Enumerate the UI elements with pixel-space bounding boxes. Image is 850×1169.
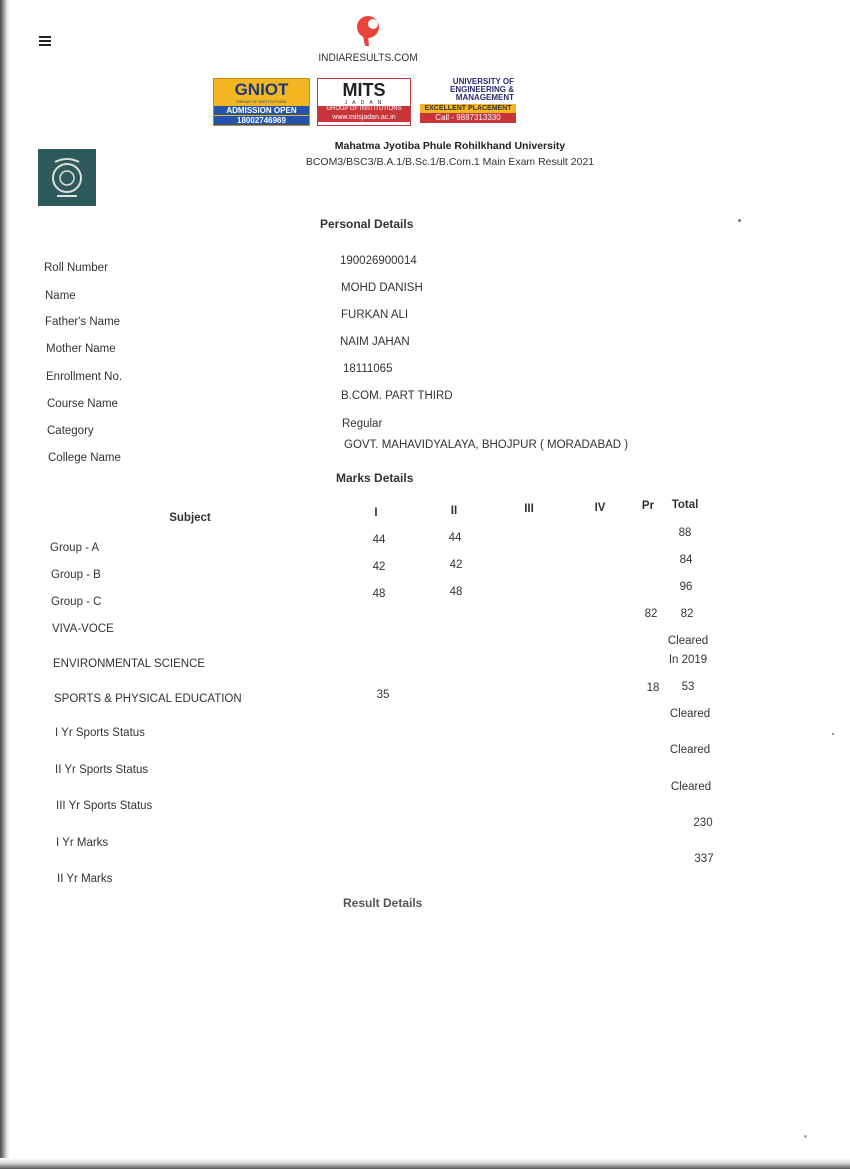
cell-ii: 44: [448, 532, 462, 544]
row-subject: I Yr Sports Status: [55, 727, 145, 739]
ad-gniot-sub: GROUP OF INSTITUTIONS: [236, 99, 287, 104]
column-header-iv: IV: [594, 502, 606, 514]
ad-mits-url: www.mitsjadan.ac.in: [318, 113, 410, 122]
field-label-mother-name: Mother Name: [46, 343, 116, 355]
column-header-iii: III: [524, 503, 534, 515]
cell-total: 82: [680, 608, 694, 620]
field-label-name: Name: [45, 290, 76, 302]
cell-total: 96: [679, 581, 693, 593]
cell-i: 44: [372, 534, 386, 546]
exam-title: BCOM3/BSC3/B.A.1/B.Sc.1/B.Com.1 Main Exam Result 2021: [305, 156, 595, 168]
cell-total: 84: [679, 554, 693, 566]
column-header-total: Total: [671, 499, 699, 511]
site-name: INDIARESULTS.COM: [318, 52, 418, 64]
result-details-heading: Result Details: [343, 896, 423, 910]
ad-mits-sub: J A D A N: [344, 100, 384, 106]
cell-total: 53: [681, 681, 695, 693]
field-label-category: Category: [47, 425, 94, 437]
row-subject: II Yr Sports Status: [55, 764, 149, 776]
ad-uem-line2: ENGINEERING &: [449, 85, 514, 94]
field-value-mother-name: NAIM JAHAN: [340, 336, 410, 348]
cell-pr: 82: [644, 608, 658, 620]
cell-total: Cleared: [670, 781, 712, 793]
row-subject: Group - C: [51, 596, 102, 608]
row-subject: III Yr Sports Status: [56, 800, 153, 812]
column-header-ii: II: [450, 505, 458, 517]
ad-banner-mits[interactable]: [317, 78, 411, 126]
column-header-i: I: [374, 507, 378, 519]
cell-ii: 42: [449, 559, 463, 571]
personal-details-heading: Personal Details: [320, 217, 414, 231]
cell-total: 88: [678, 527, 692, 539]
field-label-enrollment-no: Enrollment No.: [46, 371, 123, 383]
cell-ii: 48: [449, 586, 463, 598]
hamburger-icon[interactable]: [39, 36, 51, 46]
cell-total: Cleared: [667, 635, 709, 647]
column-header-subject: Subject: [169, 512, 211, 524]
ad-uem-cta: EXCELLENT PLACEMENT: [420, 104, 516, 113]
field-value-name: MOHD DANISH: [341, 282, 423, 294]
ad-mits-cta: GROUP OF INSTITUTIONS: [318, 106, 410, 113]
scan-speck: [804, 1135, 807, 1138]
cell-i: 35: [376, 689, 390, 701]
cell-pr: 18: [646, 682, 660, 694]
ad-gniot-cta: ADMISSION OPEN: [214, 106, 309, 115]
row-subject: Group - B: [51, 569, 101, 581]
university-emblem-icon: [38, 149, 96, 206]
row-subject: SPORTS & PHYSICAL EDUCATION: [54, 693, 242, 705]
scan-edge-left: [0, 0, 10, 1169]
logo-mark-icon: [351, 12, 385, 48]
scan-edge-bottom: [0, 1158, 850, 1169]
cell-total-note: In 2019: [668, 654, 708, 666]
field-label-roll-number: Roll Number: [44, 262, 108, 274]
field-value-course-name: B.COM. PART THIRD: [341, 390, 453, 402]
ad-uem-line1: UNIVERSITY OF: [452, 78, 514, 86]
field-label-course-name: Course Name: [47, 398, 118, 410]
field-label-college-name: College Name: [48, 452, 121, 464]
field-value-father-name: FURKAN ALI: [341, 309, 409, 321]
ad-banner-gniot[interactable]: [213, 78, 310, 126]
cell-total: 230: [693, 817, 713, 829]
row-subject: ENVIRONMENTAL SCIENCE: [53, 658, 206, 670]
site-logo[interactable]: [313, 12, 423, 68]
ad-uem-line3: MANAGEMENT: [455, 93, 514, 102]
ad-gniot-phone: 18002746969: [214, 116, 309, 125]
row-subject: II Yr Marks: [57, 873, 113, 885]
ad-uem-phone: Call - 9887313330: [420, 113, 516, 123]
column-header-pr: Pr: [641, 500, 655, 512]
cell-total: Cleared: [669, 744, 711, 756]
marks-details-heading: Marks Details: [336, 471, 414, 485]
ad-banner-uem[interactable]: [420, 78, 516, 126]
field-value-category: Regular: [342, 418, 383, 430]
field-value-roll-number: 190026900014: [340, 255, 417, 267]
cell-i: 42: [372, 561, 386, 573]
field-value-enrollment-no: 18111065: [343, 363, 393, 375]
university-name: Mahatma Jyotiba Phule Rohilkhand University: [334, 140, 566, 152]
row-subject: Group - A: [50, 542, 100, 554]
scan-speck: [738, 219, 741, 222]
scan-speck: [832, 733, 834, 735]
field-label-father-name: Father's Name: [45, 316, 121, 328]
field-value-college-name: GOVT. MAHAVIDYALAYA, BHOJPUR ( MORADABAD ): [344, 439, 629, 451]
cell-total: 337: [694, 853, 714, 865]
cell-total: Cleared: [669, 708, 711, 720]
cell-i: 48: [372, 588, 386, 600]
row-subject: I Yr Marks: [56, 837, 109, 849]
ad-mits-brand: MITS: [342, 80, 386, 100]
ad-gniot-brand: GNIOT: [234, 80, 289, 99]
row-subject: VIVA-VOCE: [52, 623, 114, 635]
